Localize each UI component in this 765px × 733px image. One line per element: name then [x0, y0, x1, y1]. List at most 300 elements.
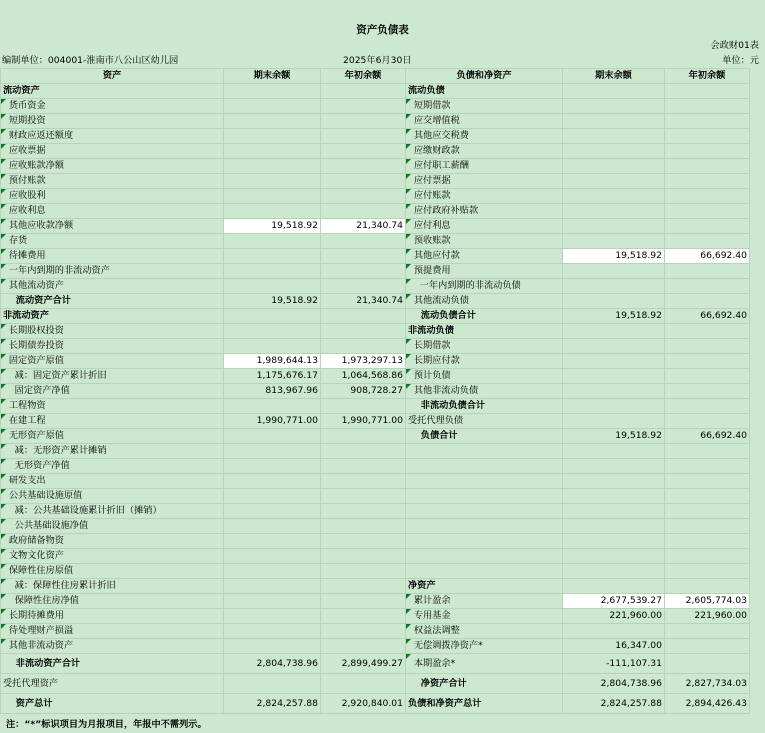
liability-begin-balance-cell: 2,894,426.43 [665, 694, 750, 714]
asset-item-cell: 无形资产净值 [1, 459, 224, 474]
liability-begin-balance-cell [665, 399, 750, 414]
liability-begin-balance-cell [665, 654, 750, 674]
asset-end-balance-cell [224, 234, 321, 249]
asset-begin-balance-cell [321, 189, 406, 204]
asset-begin-balance-cell [321, 99, 406, 114]
liability-begin-balance-cell [665, 474, 750, 489]
asset-item-cell: 流动资产 [1, 84, 224, 99]
table-row [1, 219, 750, 234]
reporting-unit: 编制单位：004001-淮南市八公山区幼儿园 [2, 55, 179, 66]
liability-begin-balance-cell [665, 339, 750, 354]
asset-item-cell: 财政应返还额度 [1, 129, 224, 144]
liability-item-cell [406, 534, 563, 549]
asset-end-balance-cell: 19,518.92 [224, 219, 321, 234]
liability-begin-balance-cell [665, 159, 750, 174]
asset-begin-balance-cell [321, 114, 406, 129]
asset-end-balance-cell [224, 129, 321, 144]
asset-item-cell: 工程物资 [1, 399, 224, 414]
asset-end-balance-cell: 2,804,738.96 [224, 654, 321, 674]
liability-item-cell: 流动负债 [406, 84, 563, 99]
liability-begin-balance-cell [665, 519, 750, 534]
table-row [1, 594, 750, 609]
asset-begin-balance-cell [321, 429, 406, 444]
asset-end-balance-cell [224, 549, 321, 564]
table-row [1, 639, 750, 654]
asset-end-balance-cell [224, 324, 321, 339]
asset-end-balance-cell [224, 534, 321, 549]
asset-end-balance-cell [224, 174, 321, 189]
liability-item-cell [406, 489, 563, 504]
liability-item-cell: 受托代理负债 [406, 414, 563, 429]
currency-unit: 单位：元 [722, 55, 759, 66]
asset-begin-balance-cell [321, 399, 406, 414]
liability-item-cell: 其他非流动负债 [406, 384, 563, 399]
liability-item-cell: 其他应付款 [406, 249, 563, 264]
asset-begin-balance-cell: 21,340.74 [321, 294, 406, 309]
asset-item-cell: 应收利息 [1, 204, 224, 219]
asset-begin-balance-cell [321, 174, 406, 189]
liability-begin-balance-cell: 221,960.00 [665, 609, 750, 624]
liability-item-cell: 短期借款 [406, 99, 563, 114]
asset-end-balance-cell [224, 249, 321, 264]
asset-begin-balance-cell [321, 549, 406, 564]
asset-end-balance-cell: 19,518.92 [224, 294, 321, 309]
asset-end-balance-cell [224, 144, 321, 159]
table-row [1, 324, 750, 339]
asset-end-balance-cell: 1,990,771.00 [224, 414, 321, 429]
asset-item-cell: 应收账款净额 [1, 159, 224, 174]
liability-end-balance-cell [563, 414, 665, 429]
liability-begin-balance-cell [665, 504, 750, 519]
asset-item-cell: 流动资产合计 [1, 294, 224, 309]
liability-end-balance-cell [563, 624, 665, 639]
asset-begin-balance-cell [321, 339, 406, 354]
liability-begin-balance-cell [665, 414, 750, 429]
liability-end-balance-cell [563, 579, 665, 594]
liability-begin-balance-cell: 66,692.40 [665, 309, 750, 324]
liability-begin-balance-cell [665, 354, 750, 369]
liability-end-balance-cell [563, 339, 665, 354]
table-row [1, 339, 750, 354]
liability-item-cell [406, 564, 563, 579]
asset-begin-balance-cell [321, 129, 406, 144]
liability-end-balance-cell [563, 474, 665, 489]
table-row [1, 129, 750, 144]
asset-end-balance-cell [224, 189, 321, 204]
table-row [1, 564, 750, 579]
asset-end-balance-cell [224, 579, 321, 594]
liability-begin-balance-cell [665, 189, 750, 204]
liability-begin-balance-cell [665, 369, 750, 384]
asset-end-balance-cell [224, 489, 321, 504]
asset-item-cell: 文物文化资产 [1, 549, 224, 564]
table-row [1, 114, 750, 129]
liability-item-cell: 预计负债 [406, 369, 563, 384]
asset-item-cell: 固定资产原值 [1, 354, 224, 369]
asset-begin-balance-cell [321, 474, 406, 489]
liability-item-cell: 其他应交税费 [406, 129, 563, 144]
table-row [1, 414, 750, 429]
liability-item-cell: 应付政府补贴款 [406, 204, 563, 219]
table-row [1, 399, 750, 414]
table-row [1, 354, 750, 369]
liability-end-balance-cell [563, 84, 665, 99]
liability-begin-balance-cell [665, 444, 750, 459]
liability-end-balance-cell: 2,677,539.27 [563, 594, 665, 609]
table-row [1, 519, 750, 534]
liability-end-balance-cell [563, 489, 665, 504]
balance-sheet-body [1, 69, 750, 714]
table-row [1, 444, 750, 459]
asset-item-cell: 其他流动资产 [1, 279, 224, 294]
liability-begin-balance-cell [665, 144, 750, 159]
liability-item-cell: 流动负债合计 [406, 309, 563, 324]
asset-item-cell: 长期债券投资 [1, 339, 224, 354]
header-liab-begin-balance: 年初余额 [665, 69, 750, 84]
asset-begin-balance-cell [321, 324, 406, 339]
liability-begin-balance-cell [665, 624, 750, 639]
liability-begin-balance-cell: 2,827,734.03 [665, 674, 750, 694]
liability-item-cell [406, 459, 563, 474]
liability-end-balance-cell [563, 564, 665, 579]
liability-item-cell [406, 549, 563, 564]
liability-begin-balance-cell [665, 564, 750, 579]
liability-end-balance-cell [563, 459, 665, 474]
table-row [1, 369, 750, 384]
form-number: 会政财01表 [710, 40, 759, 51]
asset-item-cell: 保障性住房净值 [1, 594, 224, 609]
table-row [1, 674, 750, 694]
header-liabilities: 负债和净资产 [406, 69, 563, 84]
asset-begin-balance-cell [321, 459, 406, 474]
table-row [1, 504, 750, 519]
table-row [1, 694, 750, 714]
liability-end-balance-cell [563, 159, 665, 174]
liability-begin-balance-cell [665, 279, 750, 294]
table-row [1, 249, 750, 264]
asset-item-cell: 资产总计 [1, 694, 224, 714]
asset-begin-balance-cell [321, 444, 406, 459]
asset-item-cell: 无形资产原值 [1, 429, 224, 444]
asset-end-balance-cell [224, 519, 321, 534]
liability-begin-balance-cell [665, 324, 750, 339]
liability-end-balance-cell [563, 99, 665, 114]
asset-begin-balance-cell [321, 489, 406, 504]
liability-begin-balance-cell: 2,605,774.03 [665, 594, 750, 609]
asset-item-cell: 受托代理资产 [1, 674, 224, 694]
liability-end-balance-cell [563, 534, 665, 549]
liability-end-balance-cell [563, 279, 665, 294]
asset-end-balance-cell [224, 444, 321, 459]
liability-end-balance-cell [563, 399, 665, 414]
liability-begin-balance-cell: 66,692.40 [665, 429, 750, 444]
liability-begin-balance-cell [665, 99, 750, 114]
asset-end-balance-cell [224, 674, 321, 694]
report-title: 资产负债表 [356, 24, 409, 36]
liability-end-balance-cell [563, 129, 665, 144]
asset-begin-balance-cell [321, 144, 406, 159]
liability-begin-balance-cell [665, 294, 750, 309]
liability-end-balance-cell: 19,518.92 [563, 429, 665, 444]
liability-item-cell: 其他流动负债 [406, 294, 563, 309]
asset-begin-balance-cell [321, 624, 406, 639]
asset-begin-balance-cell [321, 594, 406, 609]
table-row [1, 159, 750, 174]
asset-end-balance-cell [224, 624, 321, 639]
liability-end-balance-cell [563, 549, 665, 564]
table-row [1, 189, 750, 204]
liability-end-balance-cell: 19,518.92 [563, 309, 665, 324]
asset-item-cell: 待处理财产损溢 [1, 624, 224, 639]
liability-item-cell [406, 474, 563, 489]
liability-end-balance-cell [563, 204, 665, 219]
asset-begin-balance-cell [321, 234, 406, 249]
footnote: 注：“*”标识项目为月报项目，年报中不需列示。 [6, 719, 207, 730]
liability-end-balance-cell [563, 324, 665, 339]
liability-end-balance-cell: 221,960.00 [563, 609, 665, 624]
liability-end-balance-cell [563, 369, 665, 384]
asset-item-cell: 非流动资产合计 [1, 654, 224, 674]
liability-item-cell: 预收账款 [406, 234, 563, 249]
liability-end-balance-cell: 16,347.00 [563, 639, 665, 654]
liability-item-cell: 净资产合计 [406, 674, 563, 694]
liability-begin-balance-cell [665, 84, 750, 99]
asset-end-balance-cell [224, 309, 321, 324]
liability-begin-balance-cell [665, 234, 750, 249]
liability-begin-balance-cell [665, 114, 750, 129]
liability-begin-balance-cell [665, 264, 750, 279]
liability-item-cell [406, 519, 563, 534]
asset-begin-balance-cell [321, 264, 406, 279]
asset-end-balance-cell: 813,967.96 [224, 384, 321, 399]
table-row [1, 429, 750, 444]
asset-end-balance-cell [224, 84, 321, 99]
liability-item-cell: 专用基金 [406, 609, 563, 624]
table-row [1, 264, 750, 279]
asset-end-balance-cell [224, 429, 321, 444]
liability-item-cell: 净资产 [406, 579, 563, 594]
table-row [1, 84, 750, 99]
liability-end-balance-cell [563, 234, 665, 249]
liability-begin-balance-cell [665, 219, 750, 234]
header-liab-end-balance: 期末余额 [563, 69, 665, 84]
asset-item-cell: 保障性住房原值 [1, 564, 224, 579]
liability-begin-balance-cell [665, 489, 750, 504]
liability-item-cell: 权益法调整 [406, 624, 563, 639]
liability-item-cell: 应付职工薪酬 [406, 159, 563, 174]
asset-item-cell: 货币资金 [1, 99, 224, 114]
asset-item-cell: 公共基础设施原值 [1, 489, 224, 504]
asset-item-cell: 应收股利 [1, 189, 224, 204]
asset-item-cell: 减：无形资产累计摊销 [1, 444, 224, 459]
liability-item-cell: 预提费用 [406, 264, 563, 279]
asset-end-balance-cell [224, 279, 321, 294]
liability-begin-balance-cell [665, 174, 750, 189]
asset-end-balance-cell [224, 594, 321, 609]
report-meta [0, 52, 765, 66]
liability-end-balance-cell: 2,804,738.96 [563, 674, 665, 694]
liability-end-balance-cell [563, 504, 665, 519]
asset-end-balance-cell [224, 159, 321, 174]
asset-end-balance-cell [224, 114, 321, 129]
report-date: 2025年6月30日 [343, 55, 412, 66]
table-row [1, 309, 750, 324]
table-row [1, 144, 750, 159]
table-row [1, 579, 750, 594]
asset-end-balance-cell [224, 339, 321, 354]
liability-end-balance-cell [563, 294, 665, 309]
header-assets: 资产 [1, 69, 224, 84]
asset-end-balance-cell [224, 399, 321, 414]
table-row [1, 174, 750, 189]
liability-end-balance-cell [563, 444, 665, 459]
liability-begin-balance-cell [665, 579, 750, 594]
liability-end-balance-cell [563, 174, 665, 189]
liability-item-cell: 负债和净资产总计 [406, 694, 563, 714]
table-row [1, 624, 750, 639]
liability-item-cell: 无偿调拨净资产* [406, 639, 563, 654]
liability-end-balance-cell [563, 189, 665, 204]
asset-begin-balance-cell: 2,899,499.27 [321, 654, 406, 674]
liability-item-cell: 非流动负债 [406, 324, 563, 339]
asset-end-balance-cell [224, 609, 321, 624]
table-row [1, 294, 750, 309]
asset-item-cell: 减：保障性住房累计折旧 [1, 579, 224, 594]
asset-begin-balance-cell: 1,990,771.00 [321, 414, 406, 429]
asset-item-cell: 在建工程 [1, 414, 224, 429]
table-row [1, 204, 750, 219]
asset-item-cell: 短期投资 [1, 114, 224, 129]
liability-begin-balance-cell [665, 639, 750, 654]
table-row [1, 234, 750, 249]
asset-begin-balance-cell [321, 84, 406, 99]
liability-item-cell: 应付利息 [406, 219, 563, 234]
asset-item-cell: 政府储备物资 [1, 534, 224, 549]
asset-item-cell: 应收票据 [1, 144, 224, 159]
asset-begin-balance-cell [321, 564, 406, 579]
liability-end-balance-cell: 2,824,257.88 [563, 694, 665, 714]
asset-begin-balance-cell [321, 249, 406, 264]
asset-begin-balance-cell [321, 579, 406, 594]
asset-item-cell: 存货 [1, 234, 224, 249]
asset-item-cell: 固定资产净值 [1, 384, 224, 399]
asset-end-balance-cell [224, 639, 321, 654]
liability-end-balance-cell: -111,107.31 [563, 654, 665, 674]
asset-end-balance-cell: 1,989,644.13 [224, 354, 321, 369]
header-assets-end-balance: 期末余额 [224, 69, 321, 84]
asset-end-balance-cell [224, 474, 321, 489]
asset-item-cell: 非流动资产 [1, 309, 224, 324]
asset-begin-balance-cell: 2,920,840.01 [321, 694, 406, 714]
table-row [1, 99, 750, 114]
asset-item-cell: 其他非流动资产 [1, 639, 224, 654]
liability-end-balance-cell [563, 354, 665, 369]
liability-begin-balance-cell [665, 204, 750, 219]
liability-item-cell: 长期借款 [406, 339, 563, 354]
asset-item-cell: 减：固定资产累计折旧 [1, 369, 224, 384]
asset-begin-balance-cell [321, 609, 406, 624]
asset-end-balance-cell [224, 264, 321, 279]
liability-item-cell [406, 444, 563, 459]
asset-item-cell: 一年内到期的非流动资产 [1, 264, 224, 279]
asset-end-balance-cell [224, 504, 321, 519]
liability-begin-balance-cell [665, 384, 750, 399]
liability-end-balance-cell [563, 264, 665, 279]
liability-item-cell: 应缴财政款 [406, 144, 563, 159]
asset-end-balance-cell: 2,824,257.88 [224, 694, 321, 714]
asset-begin-balance-cell [321, 639, 406, 654]
liability-end-balance-cell [563, 219, 665, 234]
liability-item-cell: 一年内到期的非流动负债 [406, 279, 563, 294]
asset-end-balance-cell [224, 99, 321, 114]
asset-item-cell: 减：公共基础设施累计折旧（摊销） [1, 504, 224, 519]
liability-end-balance-cell [563, 114, 665, 129]
asset-begin-balance-cell: 21,340.74 [321, 219, 406, 234]
asset-begin-balance-cell [321, 674, 406, 694]
liability-end-balance-cell [563, 519, 665, 534]
asset-begin-balance-cell [321, 519, 406, 534]
asset-item-cell: 其他应收款净额 [1, 219, 224, 234]
table-row [1, 474, 750, 489]
header-assets-begin-balance: 年初余额 [321, 69, 406, 84]
table-row [1, 654, 750, 674]
liability-begin-balance-cell [665, 459, 750, 474]
table-row [1, 459, 750, 474]
asset-item-cell: 长期待摊费用 [1, 609, 224, 624]
liability-begin-balance-cell [665, 129, 750, 144]
asset-begin-balance-cell [321, 159, 406, 174]
liability-item-cell: 应付票据 [406, 174, 563, 189]
liability-begin-balance-cell [665, 549, 750, 564]
liability-begin-balance-cell [665, 534, 750, 549]
liability-item-cell [406, 504, 563, 519]
asset-item-cell: 公共基础设施净值 [1, 519, 224, 534]
table-row [1, 549, 750, 564]
asset-item-cell: 长期股权投资 [1, 324, 224, 339]
asset-item-cell: 待摊费用 [1, 249, 224, 264]
liability-item-cell: 长期应付款 [406, 354, 563, 369]
asset-begin-balance-cell [321, 204, 406, 219]
liability-item-cell: 负债合计 [406, 429, 563, 444]
liability-end-balance-cell [563, 384, 665, 399]
asset-begin-balance-cell [321, 279, 406, 294]
asset-end-balance-cell [224, 459, 321, 474]
liability-item-cell: 应交增值税 [406, 114, 563, 129]
liability-item-cell: 累计盈余 [406, 594, 563, 609]
asset-item-cell: 研发支出 [1, 474, 224, 489]
table-row [1, 279, 750, 294]
liability-item-cell: 非流动负债合计 [406, 399, 563, 414]
asset-begin-balance-cell [321, 534, 406, 549]
liability-end-balance-cell [563, 144, 665, 159]
asset-end-balance-cell [224, 564, 321, 579]
asset-begin-balance-cell [321, 504, 406, 519]
liability-item-cell: 本期盈余* [406, 654, 563, 674]
table-row [1, 534, 750, 549]
asset-item-cell: 预付账款 [1, 174, 224, 189]
asset-end-balance-cell: 1,175,676.17 [224, 369, 321, 384]
liability-begin-balance-cell: 66,692.40 [665, 249, 750, 264]
liability-item-cell: 应付账款 [406, 189, 563, 204]
table-row [1, 609, 750, 624]
asset-begin-balance-cell: 908,728.27 [321, 384, 406, 399]
table-row [1, 489, 750, 504]
asset-begin-balance-cell: 1,973,297.13 [321, 354, 406, 369]
table-row [1, 384, 750, 399]
asset-end-balance-cell [224, 204, 321, 219]
balance-sheet-table [0, 68, 750, 714]
asset-begin-balance-cell: 1,064,568.86 [321, 369, 406, 384]
